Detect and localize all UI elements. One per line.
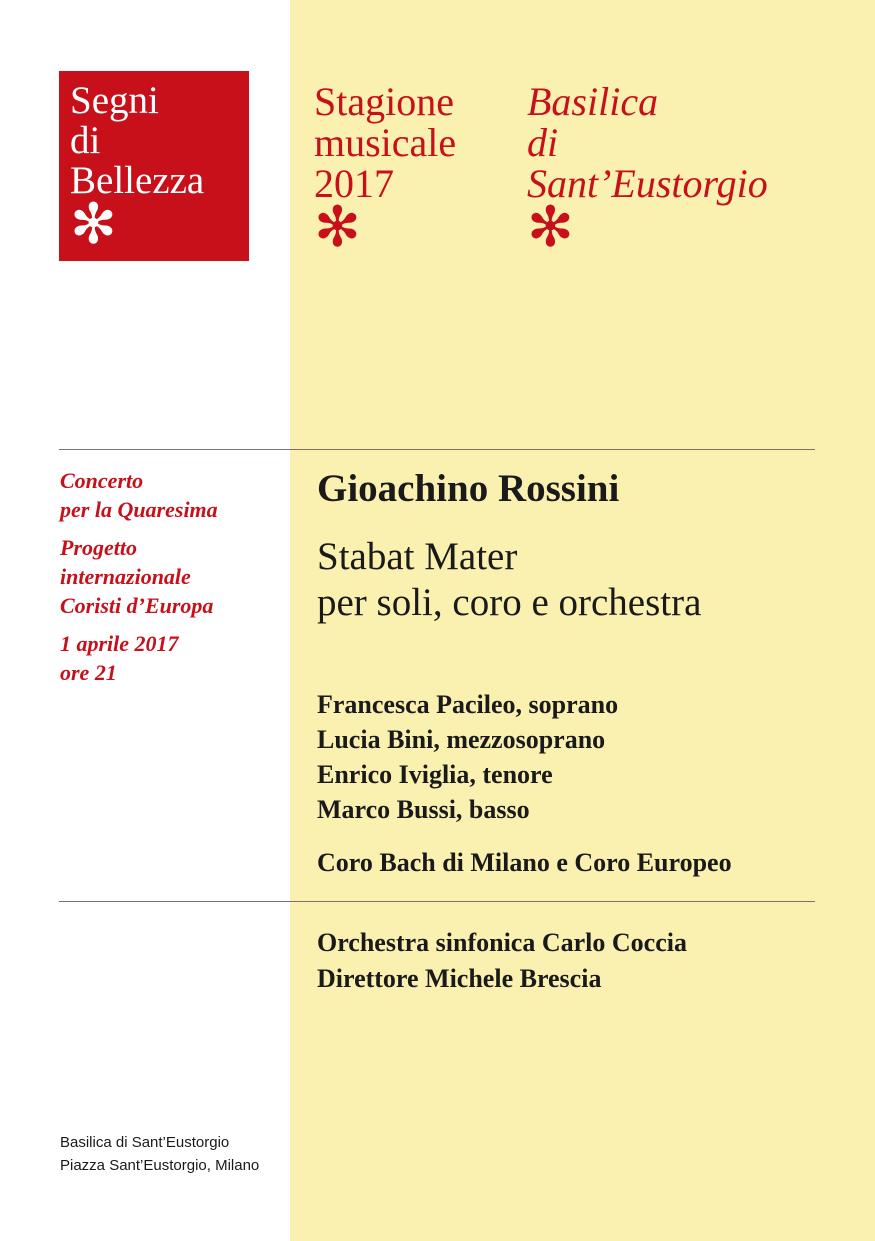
event-line: Concerto <box>60 468 144 493</box>
top-divider <box>59 449 815 450</box>
bottom-divider <box>59 901 815 902</box>
composer-name: Gioachino Rossini <box>317 467 620 510</box>
soloist-item: Lucia Bini, mezzosoprano <box>317 725 606 754</box>
soloist-item: Marco Bussi, basso <box>317 795 530 824</box>
event-line: Progetto <box>60 535 137 560</box>
segni-di-bellezza-logo <box>59 71 249 261</box>
soloist-item: Francesca Pacileo, soprano <box>317 690 619 719</box>
venue-address <box>60 1131 259 1177</box>
season-heading <box>314 79 457 260</box>
address-line: Basilica di Sant’Eustorgio <box>60 1134 230 1151</box>
orchestra-credits <box>317 925 687 997</box>
venue-heading <box>527 79 768 260</box>
asterisk-flower-icon: ✻ <box>527 195 574 260</box>
date-block <box>60 629 285 687</box>
work-title <box>317 534 701 626</box>
event-info <box>60 466 285 696</box>
work-title-line: Stabat Mater <box>317 535 518 578</box>
logo-line: Segni <box>70 79 159 122</box>
venue-line: Sant’Eustorgio <box>527 161 768 206</box>
season-line: Stagione <box>314 79 454 124</box>
event-line: per la Quaresima <box>60 497 218 522</box>
soloist-item: Enrico Iviglia, tenore <box>317 760 553 789</box>
venue-line: Basilica <box>527 79 659 124</box>
conductor-name: Direttore Michele Brescia <box>317 964 602 993</box>
event-time: ore 21 <box>60 660 117 685</box>
event-line: Coristi d’Europa <box>60 593 214 618</box>
event-title-block <box>60 466 285 524</box>
asterisk-flower-icon: ✻ <box>70 192 117 257</box>
soloists-list <box>317 687 618 827</box>
orchestra-name: Orchestra sinfonica Carlo Coccia <box>317 928 687 957</box>
choir-credit: Coro Bach di Milano e Coro Europeo <box>317 848 732 877</box>
event-date: 1 aprile 2017 <box>60 631 179 656</box>
season-line: 2017 <box>314 161 394 206</box>
venue-line: di <box>527 120 559 165</box>
work-subtitle-line: per soli, coro e orchestra <box>317 581 702 624</box>
logo-line: di <box>70 119 101 162</box>
address-line: Piazza Sant’Eustorgio, Milano <box>60 1157 260 1174</box>
asterisk-flower-icon: ✻ <box>314 195 361 260</box>
event-line: internazionale <box>60 564 191 589</box>
season-line: musicale <box>314 120 457 165</box>
project-block <box>60 533 285 620</box>
logo-line: Bellezza <box>70 159 205 202</box>
